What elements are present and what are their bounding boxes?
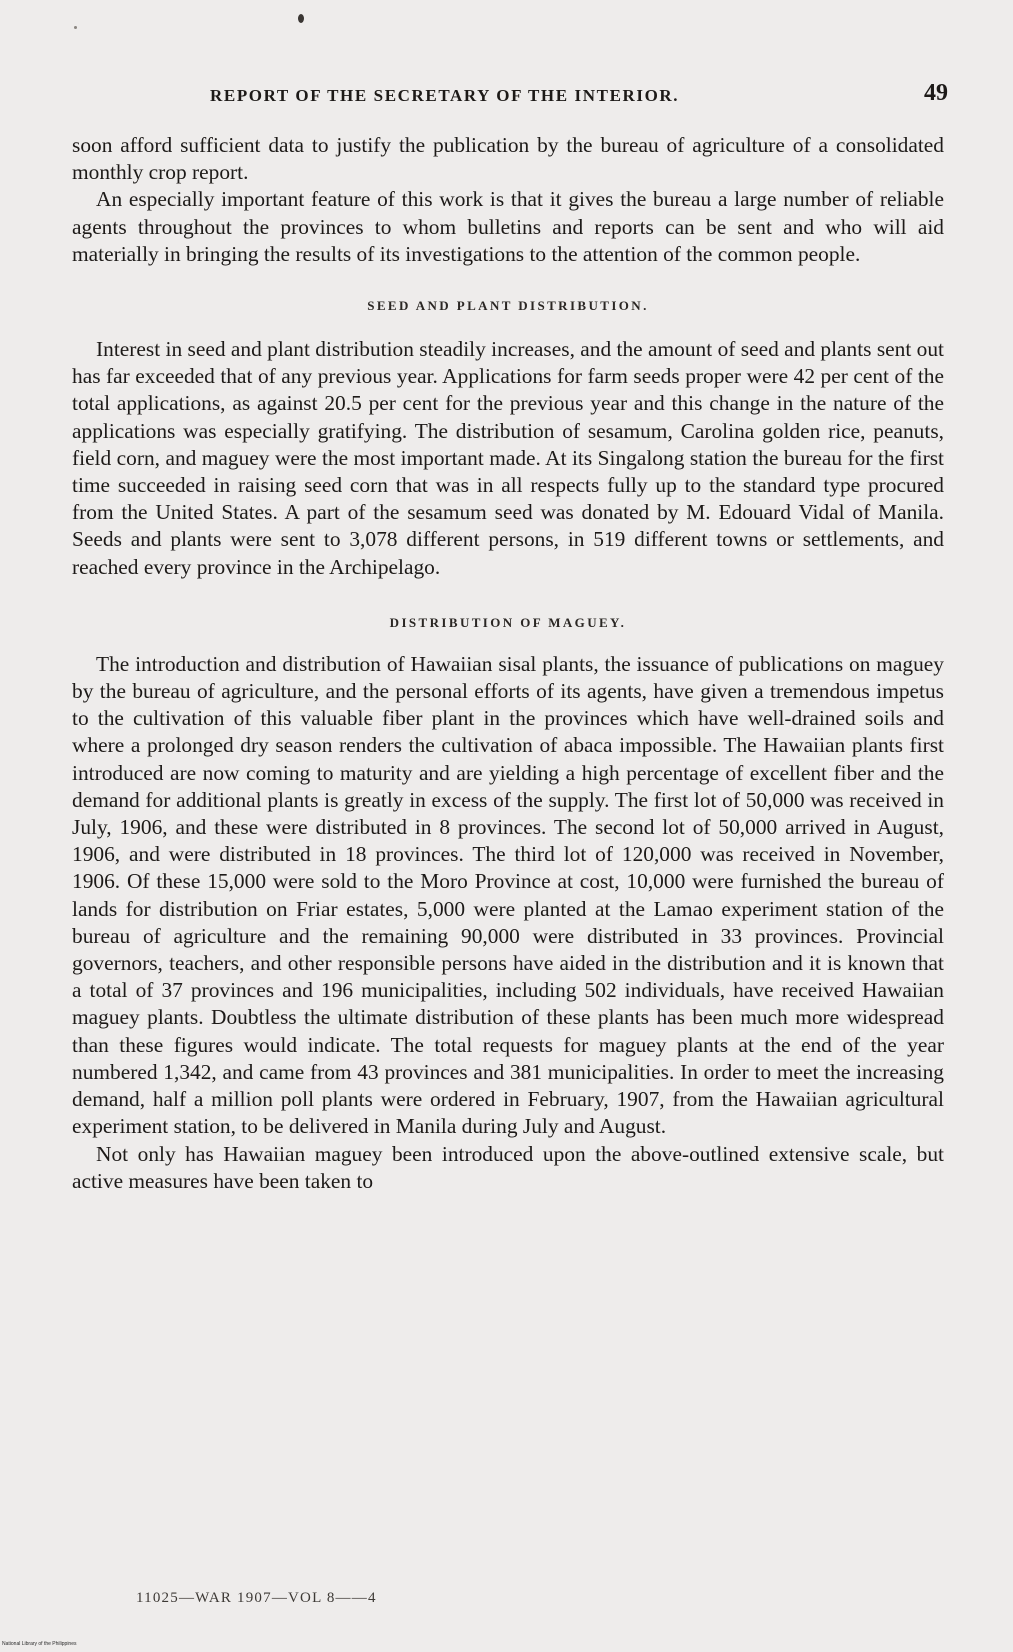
paragraph-maguey-distribution: The introduction and distribution of Hawaiian sisal plants, the issuance of publications on maguey by the bureau of agriculture, and the personal efforts of its agents, have given a tremendous impetus to the cultivation of this valuable fiber plant in the provinces which have well-drained soils and where a prolonged dry season renders the cultivation of abaca impossible. The Hawaiian plants first introduced are now coming to maturity and are yielding a high percentage of excellent fiber and the demand for additional plants is greatly in excess of the supply. The first lot of 50,000 was received in July, 1906, and these were distributed in 8 provinces. The second lot of 50,000 arrived in August, 1906, and were distributed in 18 provinces. The third lot of 120,000 was received in November, 1906. Of these 15,000 were sold to the Moro Province at cost, 10,000 were furnished the bureau of lands for distribution on Friar estates, 5,000 were planted at the Lamao experiment station of the bureau of agriculture and the remaining 90,000 were distributed in 33 provinces. Provincial governors, teachers, and other responsible persons have aided in the distribution and it is known that a total of 37 provinces and 196 municipalities, including 502 individuals, have received Hawaiian maguey plants. Doubtless the ultimate distribution of these plants has been much more widespread than these figures would indicate. The total requests for maguey plants at the end of the year numbered 1,342, and came from 43 provinces and 381 municipalities. In order to meet the increasing demand, half a million poll plants were ordered in February, 1907, from the Hawaiian agricultural experiment station, to be delivered in Manila during July and August. — [72, 651, 944, 1139]
heading-maguey-distribution: DISTRIBUTION OF MAGUEY. — [389, 614, 627, 630]
body-text — [72, 132, 944, 1195]
running-head: REPORT OF THE SECRETARY OF THE INTERIOR. — [210, 86, 680, 105]
scan-credit: National Library of the Philippines — [2, 1641, 77, 1647]
ink-speck-small — [74, 26, 77, 29]
paragraph-continued: soon afford sufficient data to justify the publication by the bureau of agriculture of a consolidated monthly crop report. — [72, 133, 944, 185]
page-header — [200, 80, 950, 110]
paragraph-maguey-continued: Not only has Hawaiian maguey been introduced upon the above-outlined extensive scale, but active measures have been taken to — [72, 1141, 944, 1193]
paragraph-seed-distribution: Interest in seed and plant distribution steadily increases, and the amount of seed and plants sent out has far exceeded that of any previous year. Applications for farm seeds proper were 42 per cent of the total applications, as against 20.5 per cent for the previous year and this change in the nature of the applications was especially gratifying. The distribution of sesamum, Carolina golden rice, peanuts, field corn, and maguey were the most important made. At its Singalong station the bureau for the first time succeeded in raising seed corn that was in all respects fully up to the standard type procured from the United States. A part of the sesamum seed was donated by M. Edouard Vidal of Manila. Seeds and plants were sent to 3,078 different persons, in 519 different towns or settlements, and reached every province in the Archipelago. — [72, 337, 944, 579]
ink-speck — [298, 14, 304, 23]
signature-mark: 11025—WAR 1907—VOL 8——4 — [136, 1590, 377, 1606]
heading-seed-distribution: SEED AND PLANT DISTRIBUTION. — [367, 298, 649, 314]
page-number: 49 — [924, 80, 948, 106]
paragraph-agents: An especially important feature of this work is that it gives the bureau a large number of reliable agents throughout the provinces to whom bulletins and reports can be sent and who will aid materially in bringing the results of its investigations to the attention of the common people. — [72, 187, 944, 266]
